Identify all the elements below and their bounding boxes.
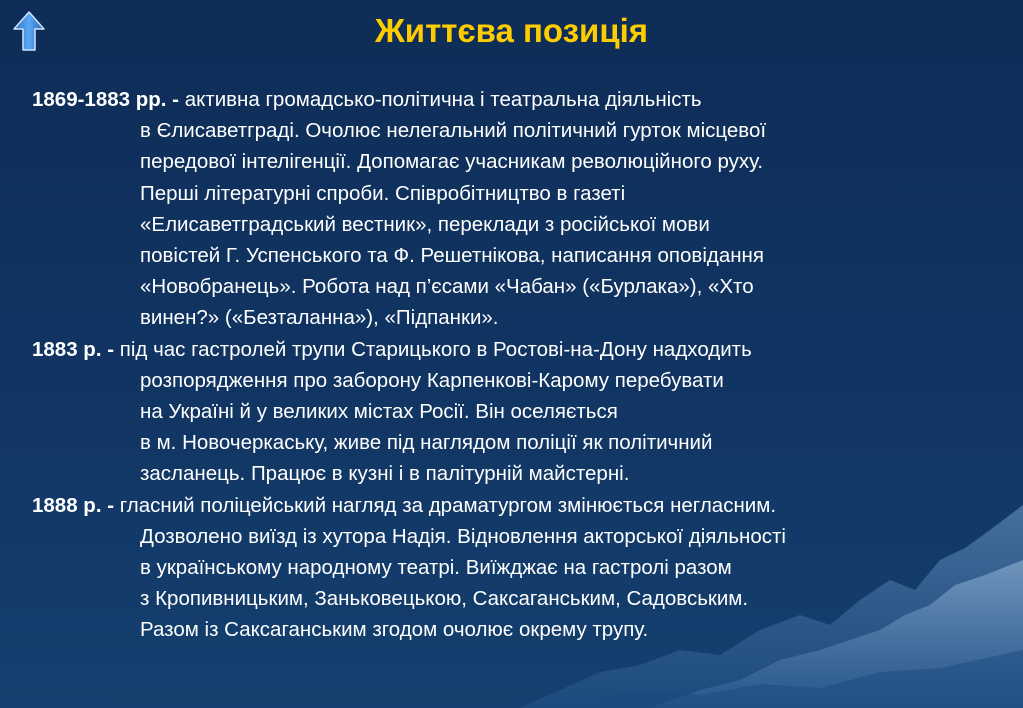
entry-first-line	[32, 338, 752, 361]
entry-first-line	[32, 88, 702, 111]
entry-line: передової інтелігенції. Допомагає учасникам революційного руху.	[140, 150, 764, 174]
entry-line: Разом із Саксаганським згодом очолює окрему трупу.	[140, 618, 649, 642]
slide-title: Життєва позиція	[374, 12, 649, 49]
entry-line: розпорядження про заборону Карпенкові-Карому перебувати	[140, 368, 724, 392]
entry-line: на Україні й у великих містах Росії. Він оселяється	[140, 400, 618, 424]
entry-line: Дозволено виїзд із хутора Надія. Відновлення акторської діяльності	[140, 524, 786, 548]
entry-line: в українському народному театрі. Виїжджає на гастролі разом	[140, 556, 732, 580]
entry-line: в Єлисаветграді. Очолює нелегальний політичний гурток місцевої	[140, 119, 767, 143]
entry-line: гласний поліцейський нагляд за драматургом змінюється негласним.	[119, 493, 777, 517]
entry-line: «Елисаветградський вестник», переклади з російської мови	[140, 212, 710, 236]
entry-line: повістей Г. Успенського та Ф. Решетнікова, написання оповідання	[140, 244, 764, 268]
entry-1869-1883	[32, 84, 1002, 334]
entry-line: «Новобранець». Робота над п’єсами «Чабан» («Бурлака»), «Хто	[140, 275, 754, 299]
entry-1883	[32, 334, 1002, 490]
entry-line: активна громадсько-політична і театральна діяльність	[184, 88, 702, 111]
entry-first-line	[32, 494, 776, 517]
entry-line: під час гастролей трупи Старицького в Ростові-на-Дону надходить	[119, 337, 752, 361]
entry-date: 1869-1883 рр. -	[32, 88, 179, 111]
entry-date: 1883 р. -	[32, 337, 115, 361]
entry-date: 1888 р. -	[32, 493, 115, 517]
entry-line: винен?» («Безталанна»), «Підпанки».	[140, 306, 499, 330]
entry-line: засланець. Працює в кузні і в палітурній майстерні.	[140, 462, 630, 486]
entry-line: з Кропивницьким, Заньковецькою, Саксаганським, Садовським.	[140, 587, 749, 611]
entry-1888	[32, 490, 1002, 646]
entry-line: Перші літературні спроби. Співробітництво в газеті	[140, 181, 626, 205]
entry-line: в м. Новочеркаську, живе під наглядом поліції як політичний	[140, 431, 713, 455]
biography-text	[32, 84, 1002, 646]
